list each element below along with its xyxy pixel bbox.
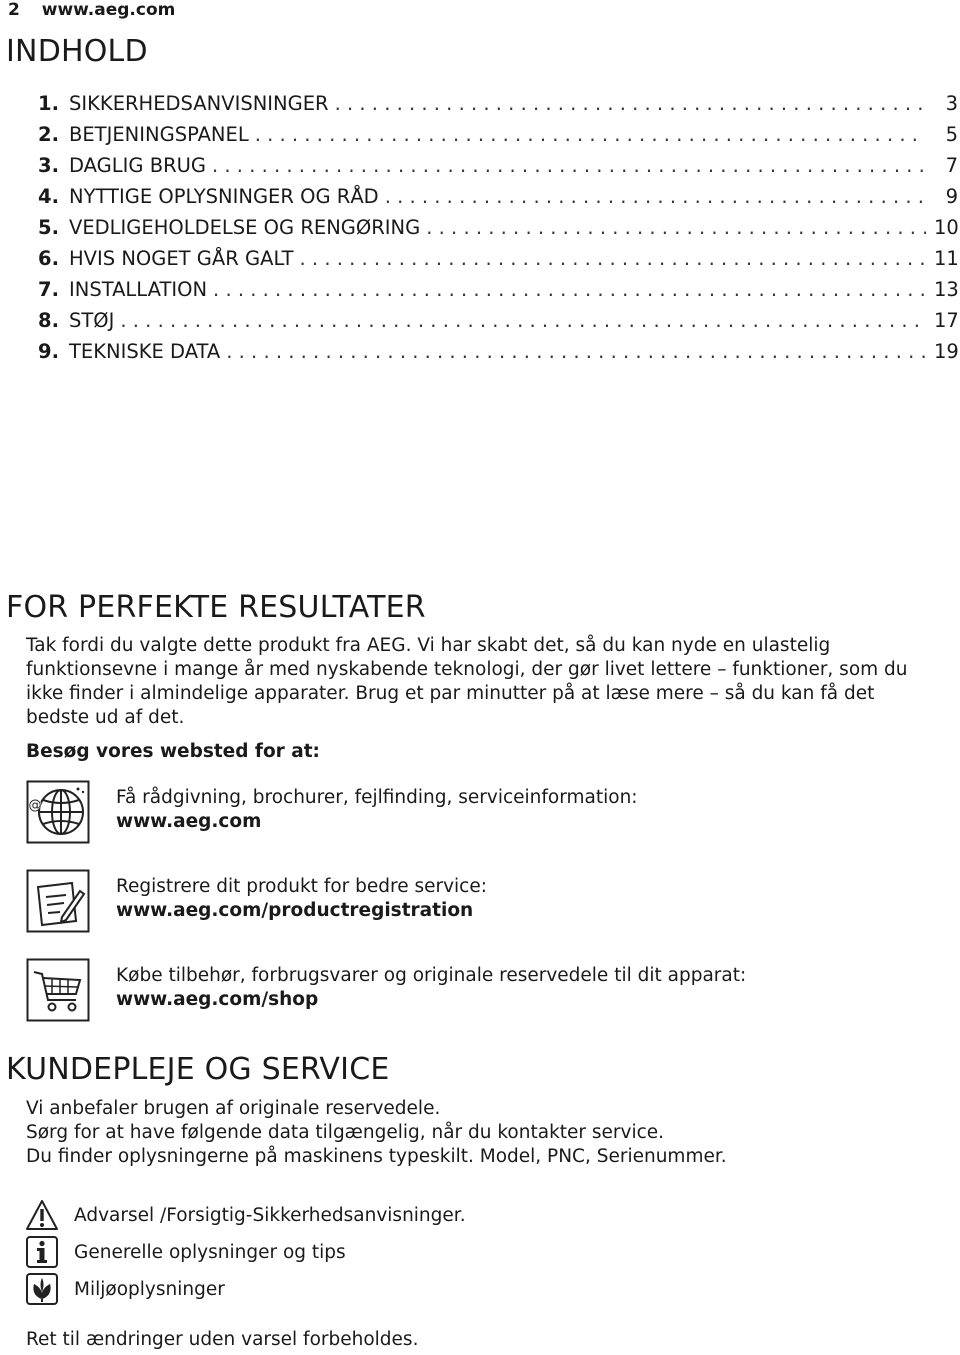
toc-item-title: TEKNISKE DATA bbox=[68, 340, 221, 363]
toc-item-title: INSTALLATION bbox=[68, 278, 208, 301]
symbol-info bbox=[26, 1236, 926, 1270]
toc-item-title: STØJ bbox=[68, 309, 115, 332]
toc-item-page: 10 bbox=[934, 216, 959, 239]
symbol-label: Miljøoplysninger bbox=[74, 1279, 225, 1300]
toc-leader-dots bbox=[300, 247, 926, 270]
toc-item-page: 11 bbox=[934, 247, 959, 270]
visit-item-support bbox=[26, 780, 946, 844]
symbol-label: Generelle oplysninger og tips bbox=[74, 1242, 346, 1263]
toc-item-page: 5 bbox=[945, 123, 958, 146]
registration-link[interactable]: www.aeg.com/productregistration bbox=[116, 900, 474, 921]
toc-item[interactable]: 8. STØJ . . . 17 bbox=[38, 309, 958, 340]
service-heading: KUNDEPLEJE OG SERVICE bbox=[6, 1052, 390, 1087]
toc-item-title: DAGLIG BRUG bbox=[68, 154, 206, 177]
results-heading: FOR PERFEKTE RESULTATER bbox=[6, 590, 426, 625]
toc-item-page: 9 bbox=[945, 185, 958, 208]
header-site-link[interactable]: www.aeg.com bbox=[41, 0, 176, 20]
toc-item-page: 17 bbox=[934, 309, 959, 332]
table-of-contents bbox=[38, 92, 958, 371]
symbol-warning bbox=[26, 1199, 926, 1233]
visit-item-shop bbox=[26, 958, 946, 1022]
toc-item-page: 19 bbox=[934, 340, 959, 363]
visit-item-text: Købe tilbehør, forbrugsvarer og originale reservedele til dit apparat: bbox=[116, 965, 747, 986]
visit-label: Besøg vores websted for at: bbox=[26, 741, 320, 762]
visit-item-text: Registrere dit produkt for bedre service: bbox=[116, 876, 487, 897]
toc-leader-dots bbox=[212, 154, 926, 177]
svg-text:@: @ bbox=[28, 798, 42, 813]
toc-item[interactable]: 7. INSTALLATION . . . 13 bbox=[38, 278, 958, 309]
toc-heading: INDHOLD bbox=[6, 34, 148, 69]
info-icon bbox=[26, 1236, 58, 1268]
toc-leader-dots bbox=[120, 309, 926, 332]
results-intro: Tak fordi du valgte dette produkt fra AEG. Vi har skabt det, så du kan nyde en ulastelig funktionsevne i mange år med nyskabende teknologi, der gør livet lettere – funktioner, som du ikke finder i almindelige apparater. Brug et par minutter på at læse mere – så du kan få det bedste ud af det. bbox=[26, 635, 908, 728]
support-link[interactable]: www.aeg.com bbox=[116, 811, 262, 832]
toc-item-title: VEDLIGEHOLDELSE OG RENGØRING bbox=[68, 216, 421, 239]
symbol-label: Advarsel /Forsigtig-Sikkerhedsanvisninger. bbox=[74, 1205, 466, 1226]
toc-leader-dots bbox=[335, 92, 926, 115]
shop-link[interactable]: www.aeg.com/shop bbox=[116, 989, 319, 1010]
toc-item[interactable]: 4. NYTTIGE OPLYSNINGER OG RÅD . . . 9 bbox=[38, 185, 958, 216]
page-header bbox=[8, 0, 175, 20]
service-text: Vi anbefaler brugen af originale reservedele. Sørg for at have følgende data tilgængelig, når du kontakter service. Du finder oplysningerne på maskinens typeskilt. Model, PNC, Serienummer. bbox=[26, 1098, 727, 1167]
visit-item-text: Få rådgivning, brochurer, fejlfinding, serviceinformation: bbox=[116, 787, 638, 808]
globe-icon bbox=[26, 780, 90, 844]
toc-leader-dots bbox=[226, 340, 926, 363]
registration-icon bbox=[26, 869, 90, 933]
visit-item-registration bbox=[26, 869, 946, 933]
toc-item[interactable]: 9. TEKNISKE DATA . . . 19 bbox=[38, 340, 958, 371]
toc-leader-dots bbox=[255, 123, 926, 146]
toc-item[interactable]: 3. DAGLIG BRUG . . . 7 bbox=[38, 154, 958, 185]
toc-item-page: 7 bbox=[945, 154, 958, 177]
toc-item-page: 13 bbox=[934, 278, 959, 301]
toc-item-title: BETJENINGSPANEL bbox=[68, 123, 249, 146]
toc-item[interactable]: 6. HVIS NOGET GÅR GALT . . . 11 bbox=[38, 247, 958, 278]
symbol-environment bbox=[26, 1273, 926, 1307]
toc-leader-dots bbox=[426, 216, 926, 239]
toc-item[interactable]: 2. BETJENINGSPANEL . . . 5 bbox=[38, 123, 958, 154]
environment-icon bbox=[26, 1273, 58, 1305]
warning-icon bbox=[26, 1199, 58, 1231]
toc-item-title: SIKKERHEDSANVISNINGER bbox=[68, 92, 329, 115]
toc-item-page: 3 bbox=[945, 92, 958, 115]
toc-item-title: NYTTIGE OPLYSNINGER OG RÅD bbox=[68, 185, 379, 208]
footer-note: Ret til ændringer uden varsel forbeholdes. bbox=[26, 1329, 419, 1350]
toc-leader-dots bbox=[385, 185, 926, 208]
toc-item[interactable]: 1. SIKKERHEDSANVISNINGER . . . 3 bbox=[38, 92, 958, 123]
toc-item-title: HVIS NOGET GÅR GALT bbox=[68, 247, 294, 270]
toc-leader-dots bbox=[213, 278, 926, 301]
page-number: 2 bbox=[8, 0, 20, 20]
toc-item[interactable]: 5. VEDLIGEHOLDELSE OG RENGØRING . . . 10 bbox=[38, 216, 958, 247]
cart-icon bbox=[26, 958, 90, 1022]
